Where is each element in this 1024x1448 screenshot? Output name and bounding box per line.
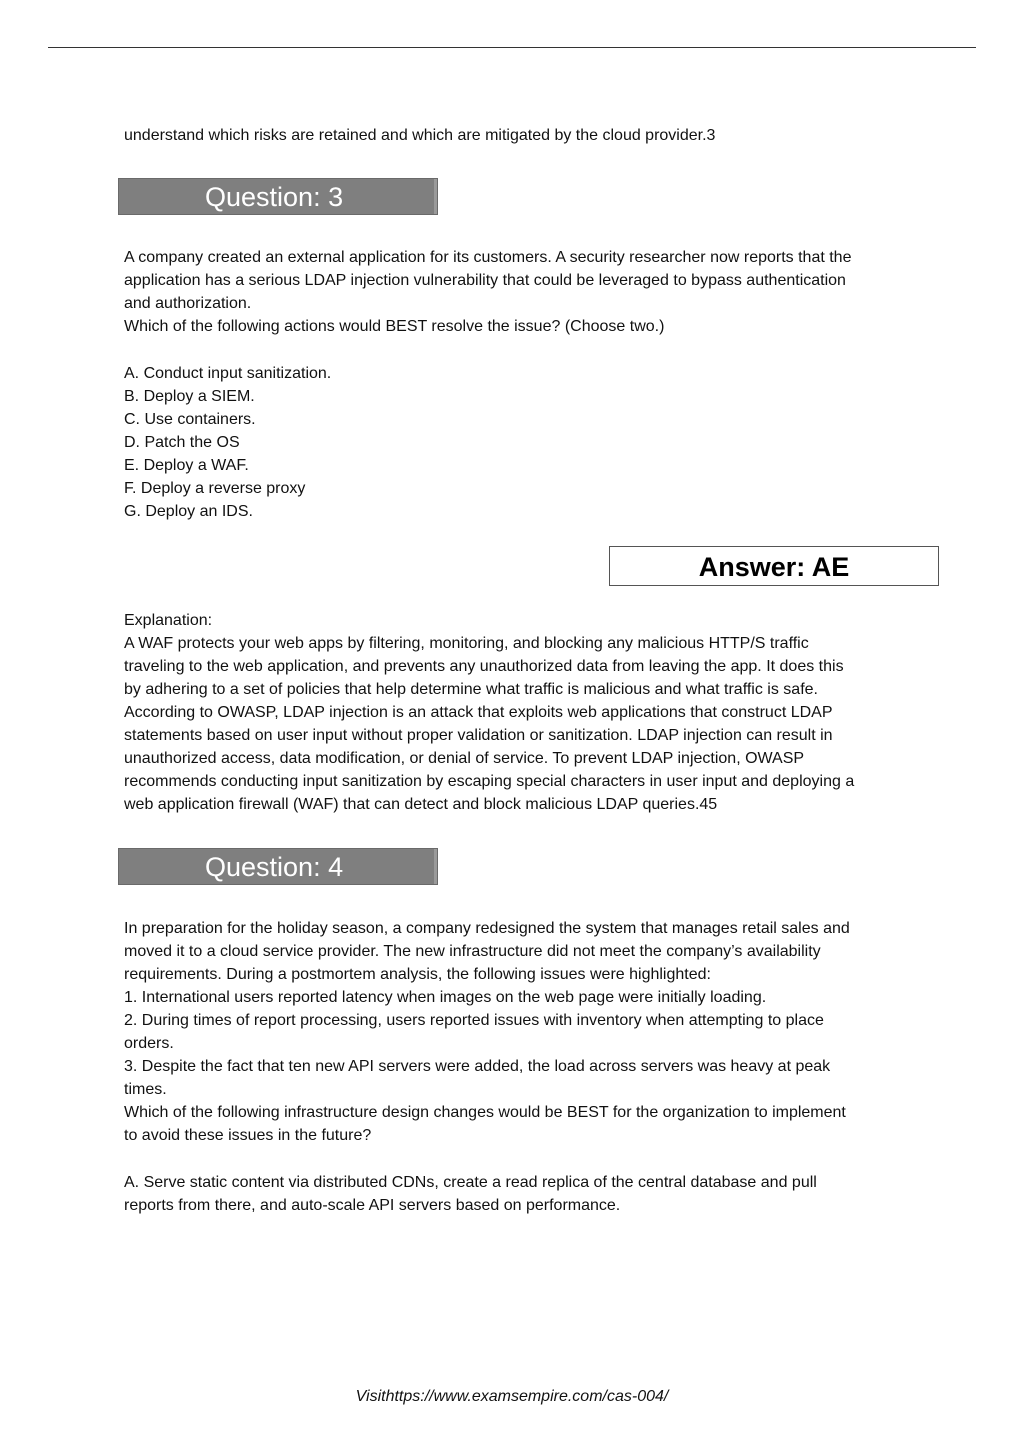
option-g: G. Deploy an IDS. [124,503,253,520]
stem-line: requirements. During a postmortem analysis, the following issues were highlighted: [124,966,711,983]
question-3-answer-box [609,546,939,586]
stem-line: A company created an external application for its customers. A security researcher now reports that the [124,249,852,266]
option-c: C. Use containers. [124,411,256,428]
explanation-line: According to OWASP, LDAP injection is an attack that exploits web applications that construct LDAP [124,704,833,721]
stem-line: In preparation for the holiday season, a company redesigned the system that manages retail sales and [124,920,850,937]
option-f: F. Deploy a reverse proxy [124,480,306,497]
explanation-line: by adhering to a set of policies that help determine what traffic is malicious and what traffic is safe. [124,681,818,698]
stem-line: times. [124,1081,167,1098]
explanation-line: statements based on user input without proper validation or sanitization. LDAP injection can result in [124,727,833,744]
intro-text [124,124,924,147]
option-e: E. Deploy a WAF. [124,457,249,474]
question-3-banner [118,178,438,215]
question-4-title: Question: 4 [205,852,344,882]
explanation-line: traveling to the web application, and prevents any unauthorized data from leaving the app. It does this [124,658,844,675]
option-a: A. Serve static content via distributed CDNs, create a read replica of the central database and pull [124,1174,817,1191]
question-4-banner [118,848,438,885]
explanation-heading: Explanation: [124,612,213,629]
question-3-stem [124,246,924,338]
stem-line: and authorization. [124,295,252,312]
explanation-line: A WAF protects your web apps by filtering, monitoring, and blocking any malicious HTTP/S traffic [124,635,809,652]
question-4-stem [124,917,924,1147]
explanation-line: web application firewall (WAF) that can detect and block malicious LDAP queries.45 [124,796,718,813]
stem-line: orders. [124,1035,174,1052]
explanation-line: recommends conducting input sanitization by escaping special characters in user input and deploying a [124,773,855,790]
question-4-options [124,1171,924,1217]
option-a: A. Conduct input sanitization. [124,365,332,382]
question-3-options [124,362,924,523]
stem-line: 1. International users reported latency when images on the web page were initially loading. [124,989,767,1006]
question-3-explanation [124,609,924,816]
stem-line: moved it to a cloud service provider. The new infrastructure did not meet the company’s availability [124,943,821,960]
explanation-line: unauthorized access, data modification, or denial of service. To prevent LDAP injection, OWASP [124,750,805,767]
header-rule [48,47,976,48]
question-3-title: Question: 3 [205,182,344,212]
stem-line: Which of the following infrastructure design changes would be BEST for the organization to implement [124,1104,846,1121]
stem-line: to avoid these issues in the future? [124,1127,372,1144]
stem-line: Which of the following actions would BEST resolve the issue? (Choose two.) [124,318,665,335]
stem-line: 3. Despite the fact that ten new API servers were added, the load across servers was heavy at peak [124,1058,831,1075]
option-d: D. Patch the OS [124,434,240,451]
question-3-answer: Answer: AE [698,552,850,582]
option-b: B. Deploy a SIEM. [124,388,255,405]
footer-link[interactable]: Visithttps://www.examsempire.com/cas-004/ [355,1388,669,1405]
option-a-continued: reports from there, and auto-scale API servers based on performance. [124,1197,621,1214]
intro-line: understand which risks are retained and which are mitigated by the cloud provider.3 [124,127,716,144]
stem-line: application has a serious LDAP injection vulnerability that could be leveraged to bypass authentication [124,272,846,289]
stem-line: 2. During times of report processing, users reported issues with inventory when attempting to place [124,1012,824,1029]
